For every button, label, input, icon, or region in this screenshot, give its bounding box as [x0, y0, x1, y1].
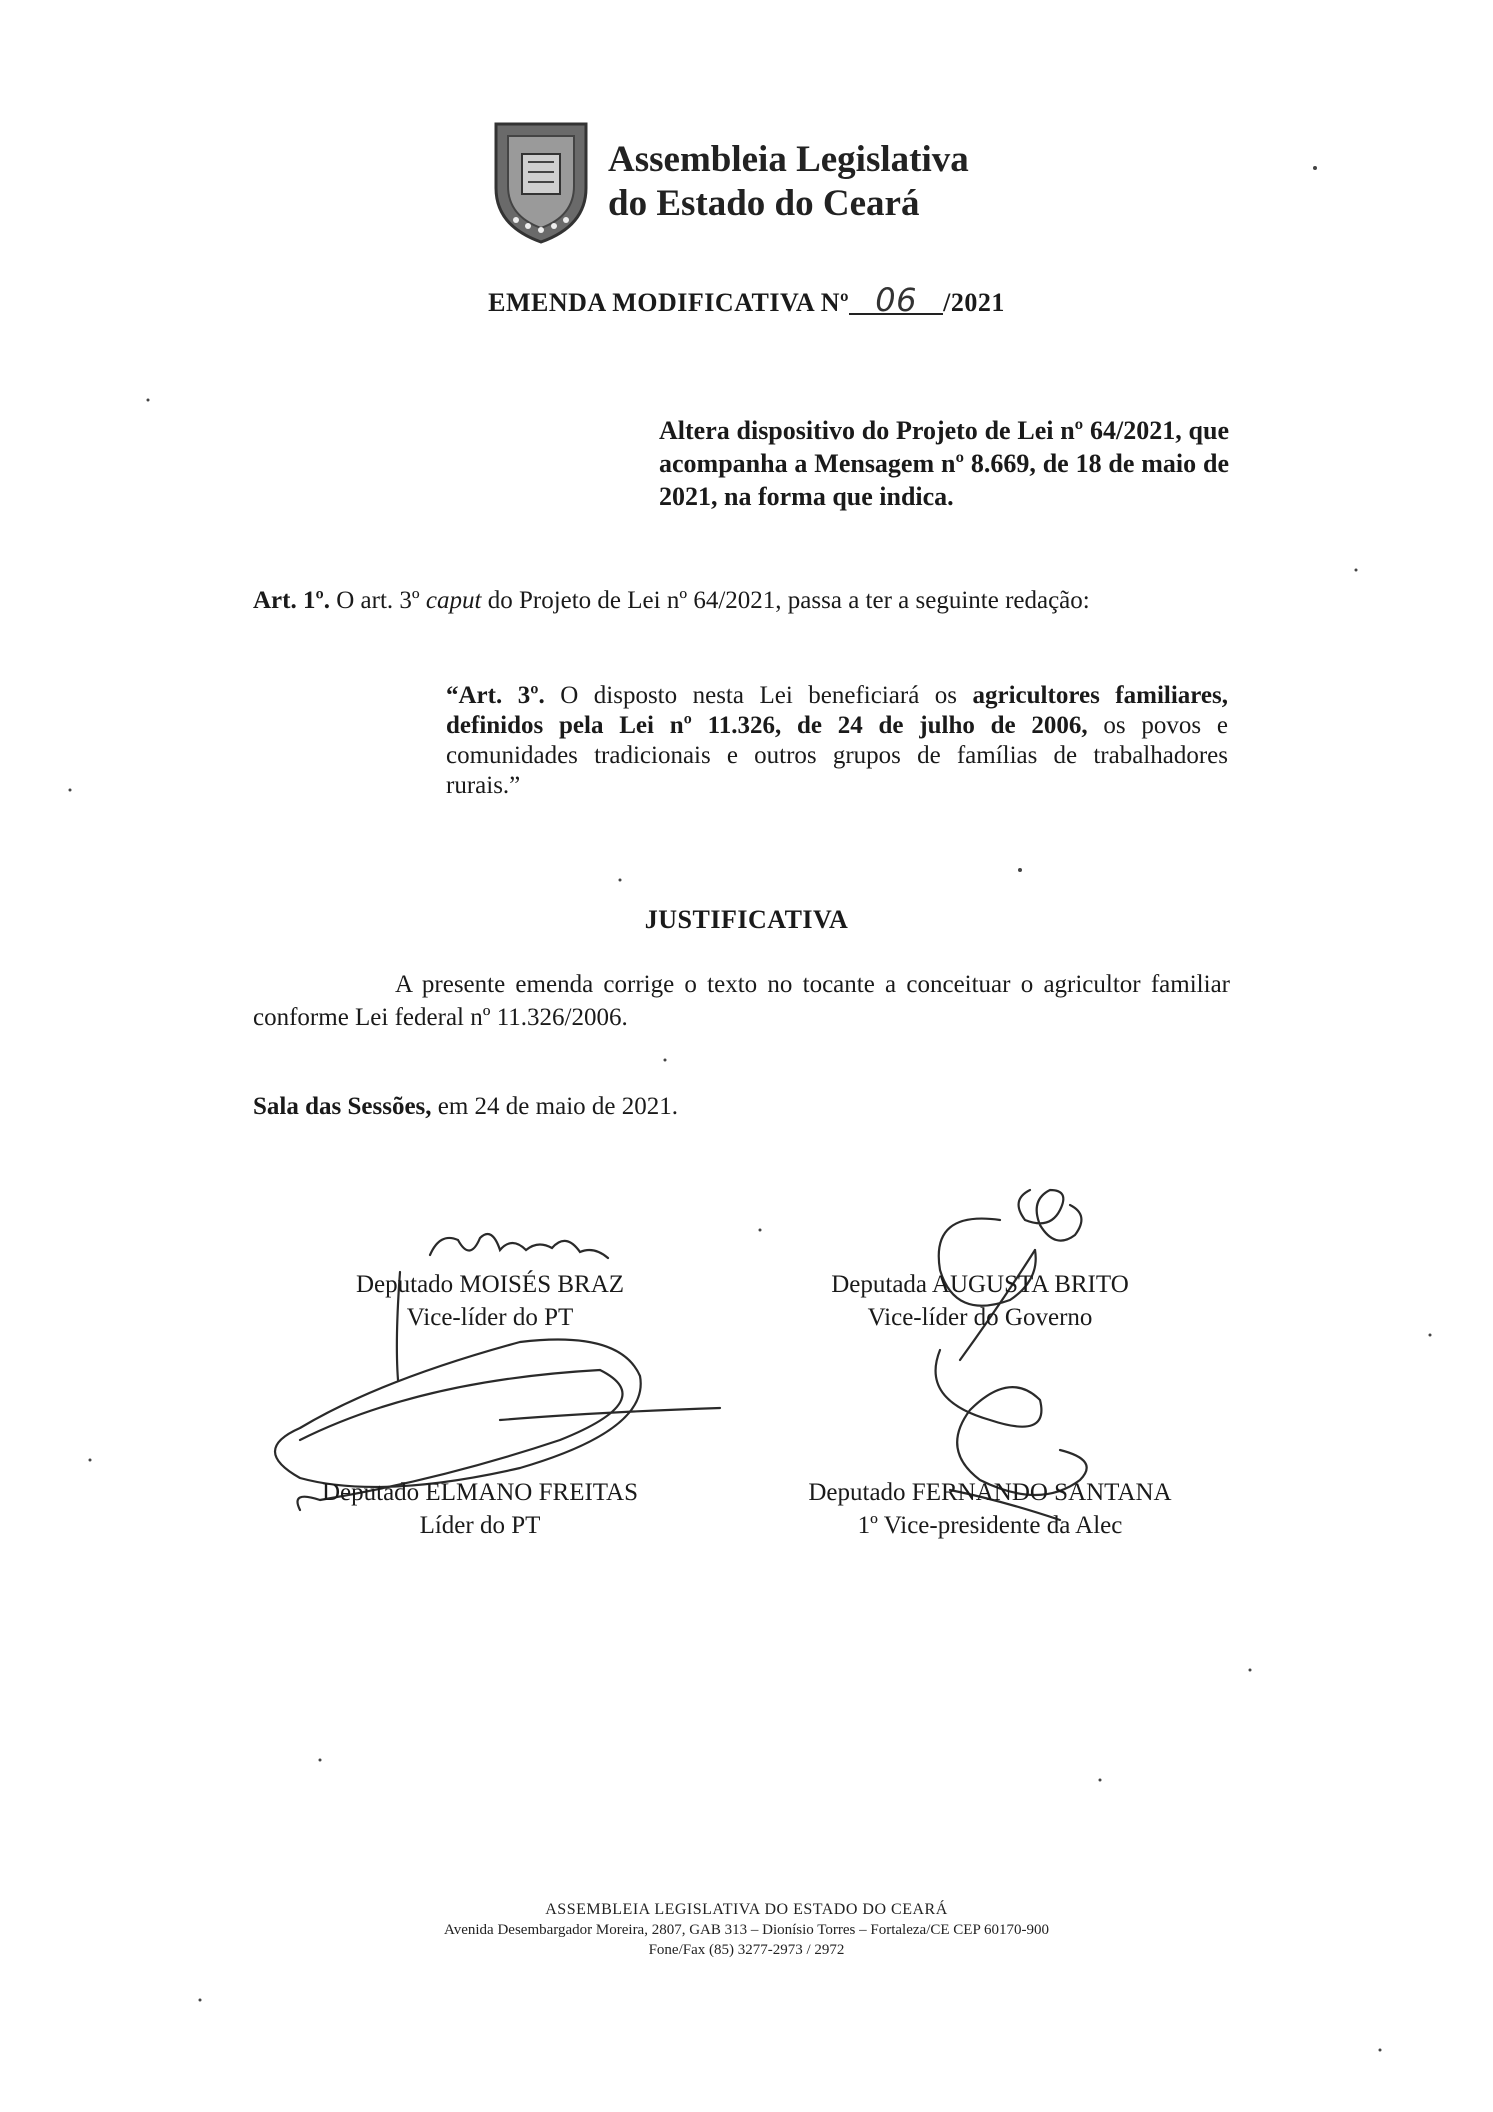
article-1	[253, 587, 1090, 615]
title-prefix: EMENDA MODIFICATIVA Nº	[488, 288, 850, 317]
article-1-caput: caput	[425, 587, 482, 614]
signatory-name: Deputada AUGUSTA BRITO	[831, 1271, 1129, 1298]
signatory-name: Deputado MOISÉS BRAZ	[355, 1271, 625, 1298]
quote-bold: agricultores familiares, definidos pela Lei nº 11.326, de 24 de julho de 2006,	[446, 682, 1228, 739]
footer-address: Avenida Desembargador Moreira, 2807, GAB 313 – Dionísio Torres – Fortaleza/CE CEP 60170-900	[444, 1922, 1049, 1938]
title-suffix: /2021	[943, 288, 1005, 317]
signature-block-2	[780, 1268, 1180, 1334]
signatory-role: Líder do PT	[419, 1512, 541, 1539]
signature-scrawl-2	[1019, 1190, 1082, 1241]
signature-scrawl-4	[936, 1350, 1087, 1495]
quote-text-2: os povos e comunidades tradicionais e outros grupos de famílias de trabalhadores rurais.”	[446, 712, 1228, 799]
signature-block-3	[280, 1476, 680, 1542]
article-1-text-b: do Projeto de Lei nº 64/2021, passa a ter a seguinte redação:	[481, 587, 1090, 614]
signatory-role: 1º Vice-presidente da Alec	[857, 1512, 1123, 1539]
signature-block-1	[300, 1268, 680, 1334]
quote-label: “Art. 3º.	[446, 682, 545, 709]
signature-scrawl-3	[275, 1340, 641, 1487]
session-date: em 24 de maio de 2021.	[431, 1093, 678, 1120]
state-crest-icon	[488, 118, 594, 246]
institution-line-1: Assembleia Legislativa	[608, 139, 969, 180]
quote-text-1: O disposto nesta Lei beneficiará os	[544, 682, 973, 709]
footer-institution: ASSEMBLEIA LEGISLATIVA DO ESTADO DO CEARÁ	[545, 1901, 948, 1918]
signature-block-4	[780, 1476, 1200, 1542]
institution-name	[608, 138, 969, 226]
institution-line-2: do Estado do Ceará	[608, 183, 920, 224]
footer-phone: Fone/Fax (85) 3277-2973 / 2972	[648, 1942, 845, 1958]
signatory-name: Deputado ELMANO FREITAS	[321, 1479, 639, 1506]
quoted-article-3	[446, 681, 1228, 801]
ementa: Altera dispositivo do Projeto de Lei nº 64/2021, que acompanha a Mensagem nº 8.669, de 18 de maio de 2021, na forma que indica.	[659, 416, 1229, 511]
page-footer	[0, 1900, 1493, 1960]
justification-title: JUSTIFICATIVA	[644, 905, 849, 934]
signatory-role: Vice-líder do PT	[406, 1304, 574, 1331]
handwritten-number: 06	[849, 287, 943, 315]
signatory-role: Vice-líder do Governo	[867, 1304, 1093, 1331]
article-1-label: Art. 1º.	[253, 587, 330, 614]
session-label: Sala das Sessões,	[253, 1093, 432, 1120]
session-line	[253, 1093, 678, 1121]
justification-text: A presente emenda corrige o texto no tocante a conceituar o agricultor familiar conforme Lei federal nº 11.326/2006.	[253, 971, 1230, 1031]
article-1-text-a: O art. 3º	[329, 587, 426, 614]
document-title	[0, 281, 1493, 319]
signatory-name: Deputado FERNANDO SANTANA	[808, 1479, 1172, 1506]
signature-scrawl-1	[430, 1234, 608, 1258]
